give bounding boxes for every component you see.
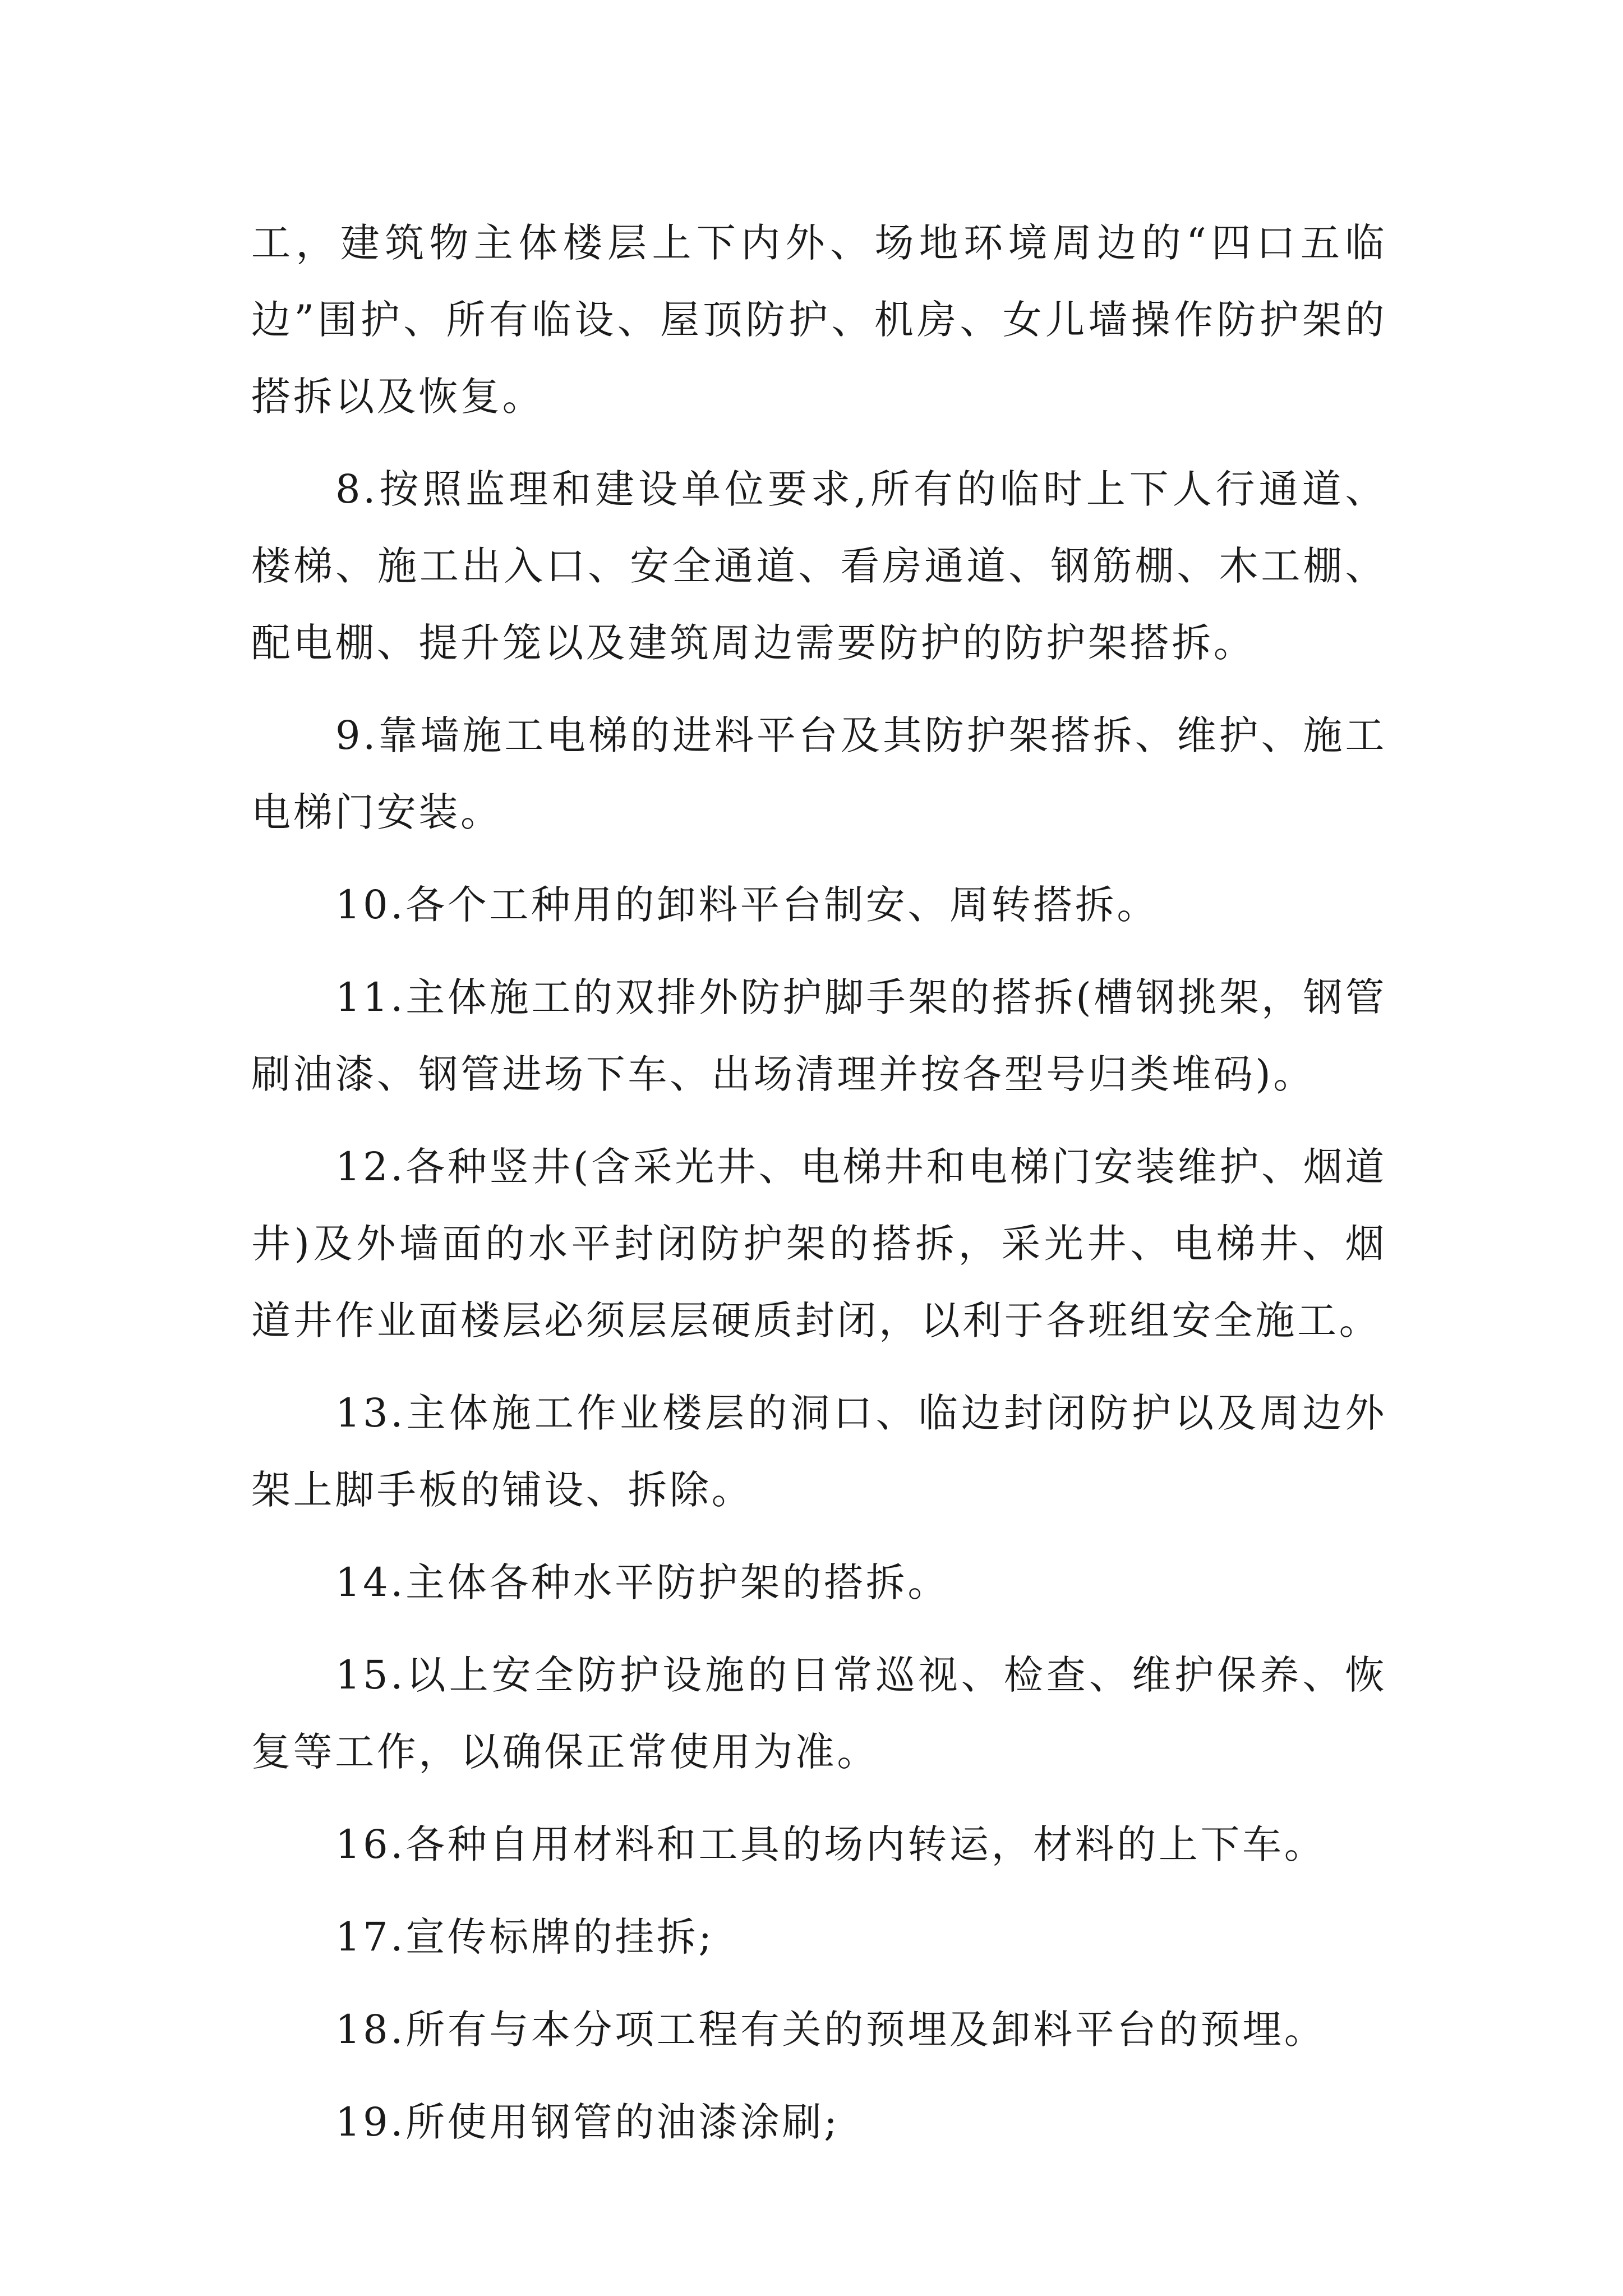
paragraph-item-11: 11.主体施工的双排外防护脚手架的搭拆(槽钢挑架，钢管刷油漆、钢管进场下车、出场清理并按各型号归类堆码)。 xyxy=(251,974,1387,1097)
paragraph-item-16: 16.各种自用材料和工具的场内转运，材料的上下车。 xyxy=(335,1821,1326,1867)
paragraph-continuation: 工，建筑物主体楼层上下内外、场地环境周边的“四口五临边”围护、所有临设、屋顶防护、机房、女儿墙操作防护架的搭拆以及恢复。 xyxy=(251,220,1387,420)
document-body xyxy=(251,205,1387,2177)
paragraph-item-19: 19.所使用钢管的油漆涂刷; xyxy=(335,2099,840,2145)
paragraph-item-12: 12.各种竖井(含采光井、电梯井和电梯门安装维护、烟道井)及外墙面的水平封闭防护架的搭拆，采光井、电梯井、烟道井作业面楼层必须层层硬质封闭，以利于各班组安全施工。 xyxy=(251,1144,1387,1343)
paragraph-item-13: 13.主体施工作业楼层的洞口、临边封闭防护以及周边外架上脚手板的铺设、拆除。 xyxy=(251,1390,1387,1513)
paragraph-item-10: 10.各个工种用的卸料平台制安、周转搭拆。 xyxy=(335,882,1159,928)
paragraph-item-15: 15.以上安全防护设施的日常巡视、检查、维护保养、恢复等工作，以确保正常使用为准。 xyxy=(251,1652,1387,1775)
paragraph-item-8: 8.按照监理和建设单位要求,所有的临时上下人行通道、楼梯、施工出入口、安全通道、看房通道、钢筋棚、木工棚、配电棚、提升笼以及建筑周边需要防护的防护架搭拆。 xyxy=(251,466,1387,666)
paragraph-item-9: 9.靠墙施工电梯的进料平台及其防护架搭拆、维护、施工电梯门安装。 xyxy=(251,712,1387,835)
paragraph-item-14: 14.主体各种水平防护架的搭拆。 xyxy=(335,1559,949,1605)
paragraph-item-18: 18.所有与本分项工程有关的预埋及卸料平台的预埋。 xyxy=(335,2007,1326,2053)
paragraph-item-17: 17.宣传标牌的挂拆; xyxy=(335,1914,714,1960)
